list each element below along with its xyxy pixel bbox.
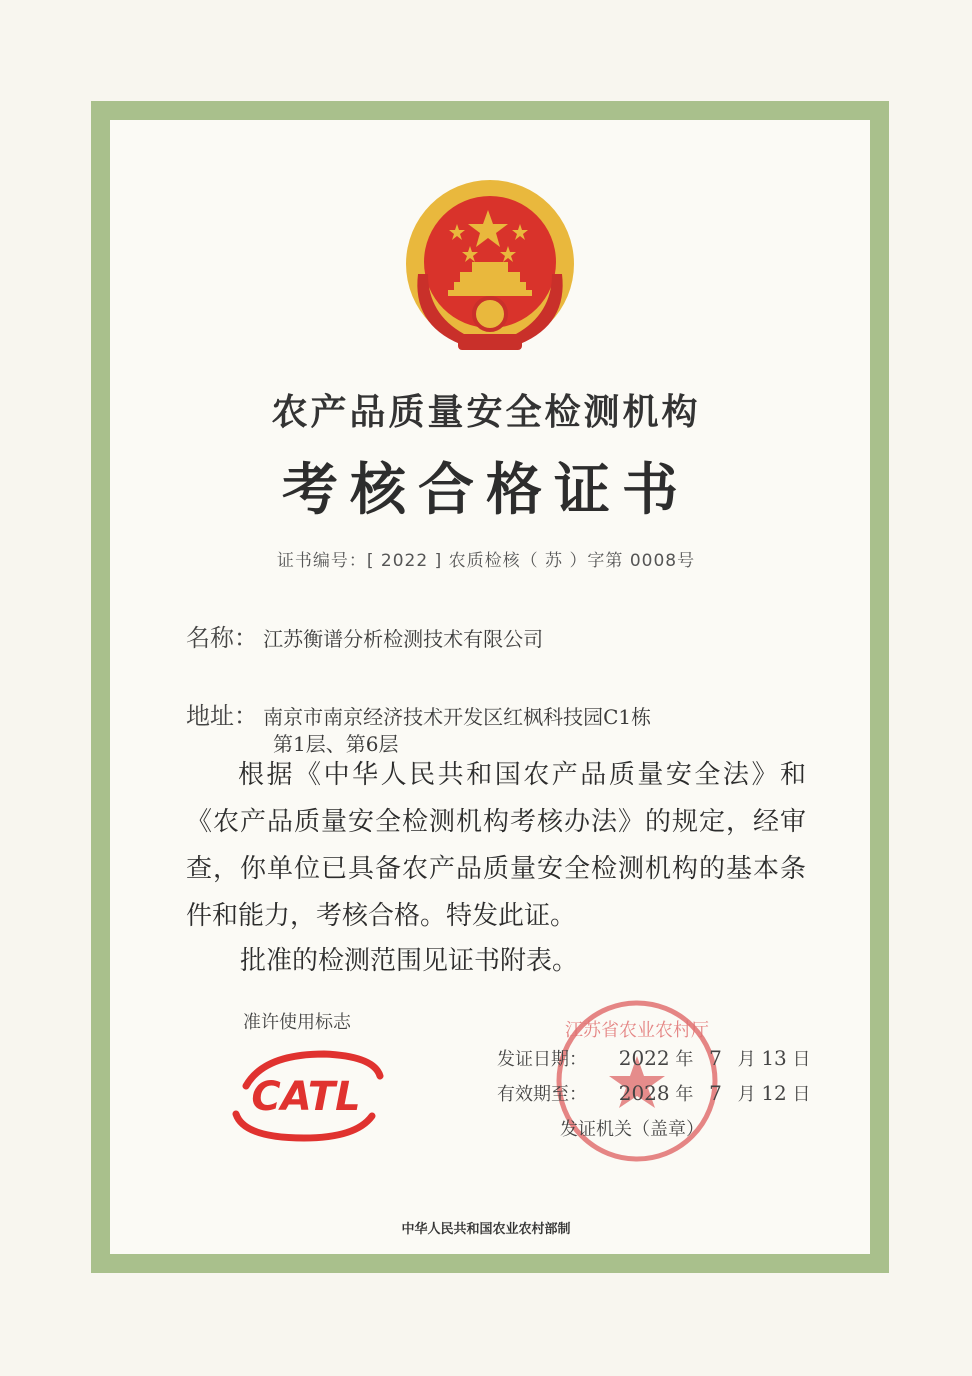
valid-until-day: 12 — [761, 1081, 787, 1105]
issue-date-year-unit: 年 — [675, 1049, 694, 1070]
certificate-title-line2: 考核合格证书 — [282, 457, 690, 523]
scope-text: 批准的检测范围见证书附表。 — [240, 946, 579, 976]
issue-date-month: 7 — [709, 1046, 722, 1070]
valid-until-day-unit: 日 — [792, 1084, 811, 1105]
national-emblem-icon — [400, 174, 580, 360]
valid-until-year-unit: 年 — [675, 1084, 694, 1105]
address-line1: 南京市南京经济技术开发区红枫科技园C1栋 — [263, 705, 652, 729]
address-row — [186, 696, 651, 731]
certificate-title-line1: 农产品质量安全检测机构 — [271, 392, 701, 433]
valid-until-row — [497, 1080, 811, 1106]
issuer-label: 发证机关（盖章） — [560, 1119, 704, 1140]
address-line2: 第1层、第6层 — [273, 732, 399, 756]
issue-date-year: 2022 — [618, 1046, 670, 1070]
name-row — [186, 618, 543, 653]
issue-date-day: 13 — [761, 1046, 787, 1070]
valid-until-label: 有效期至： — [497, 1084, 587, 1105]
certificate-number: 证书编号：[ 2022 ] 农质检核（ 苏 ）字第 0008号 — [276, 551, 696, 571]
address-label: 地址： — [186, 702, 258, 730]
issue-date-row — [497, 1045, 811, 1071]
mark-label: 准许使用标志 — [243, 1012, 351, 1033]
name-label: 名称： — [186, 624, 258, 652]
valid-until-month: 7 — [709, 1081, 722, 1105]
issue-date-day-unit: 日 — [792, 1049, 811, 1070]
catl-logo-text: CATL — [251, 1074, 361, 1120]
footer-issuer: 中华人民共和国农业农村部制 — [401, 1222, 571, 1237]
certificate-body-text: 根据《中华人民共和国农产品质量安全法》和《农产品质量安全检测机构考核办法》的规定，经审查，你单位已具备农产品质量安全检测机构的基本条件和能力，考核合格。特发此证。 — [186, 760, 806, 931]
valid-until-month-unit: 月 — [737, 1084, 756, 1105]
issue-date-label: 发证日期： — [497, 1049, 587, 1070]
name-value: 江苏衡谱分析检测技术有限公司 — [263, 627, 544, 651]
valid-until-year: 2028 — [618, 1081, 670, 1105]
catl-logo-icon — [224, 1048, 388, 1144]
issue-date-month-unit: 月 — [737, 1049, 756, 1070]
seal-text: 江苏省农业农村厅 — [565, 1020, 709, 1041]
